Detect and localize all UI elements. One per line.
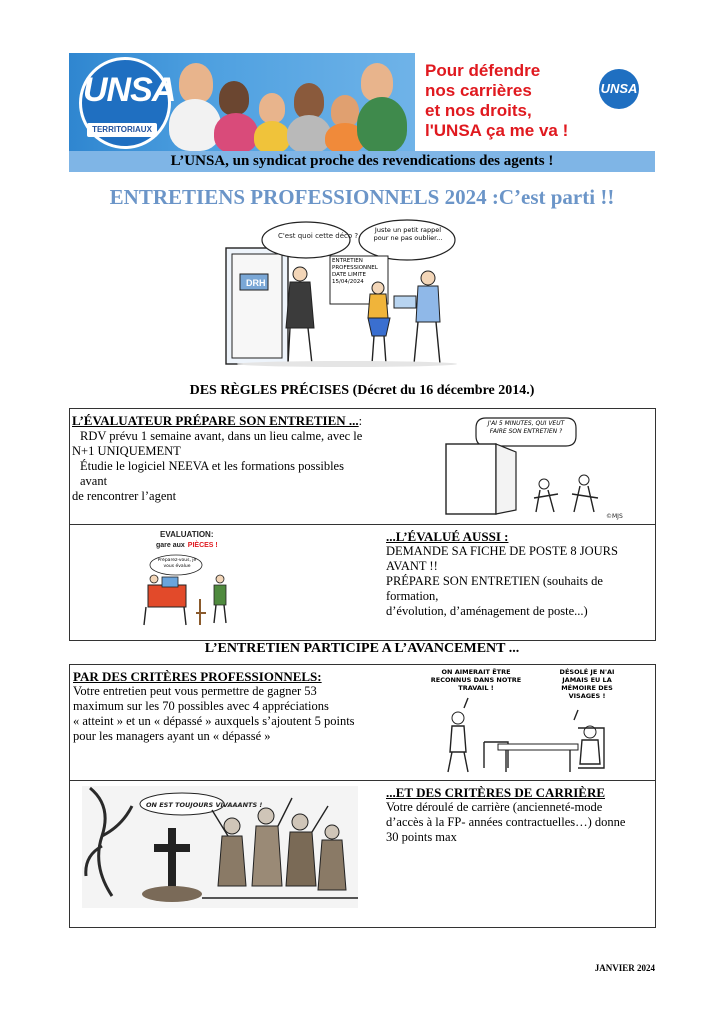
professional-line: pour les managers ayant un « dépassé » <box>73 729 271 743</box>
colleague-figure <box>416 286 440 322</box>
agent-figure <box>214 585 226 605</box>
evaluated-section <box>386 529 654 619</box>
career-criteria-title: ...ET DES CRITÈRES DE CARRIÈRE <box>386 785 606 800</box>
unsa-logo-text: UNSA <box>83 71 176 109</box>
evaluator-colon: : <box>358 414 363 428</box>
person-figure <box>214 113 258 151</box>
evaluated-line: d’évolution, d’aménagement de poste...) <box>386 604 588 618</box>
recognition-cartoon <box>428 668 628 776</box>
running-figure <box>572 486 598 512</box>
person-figure <box>287 115 331 151</box>
person-figure <box>219 81 249 115</box>
person-figure <box>259 93 285 123</box>
evaluation-caption: EVALUATION: <box>160 530 214 539</box>
person-figure <box>357 97 407 151</box>
evaluated-title: ...L’ÉVALUÉ AUSSI : <box>386 529 509 544</box>
professional-line: Votre entretien peut vous permettre de gagner 53 <box>73 684 317 698</box>
slogan-line: l'UNSA ça me va ! <box>425 121 569 140</box>
speech-bubble <box>262 222 350 258</box>
unsa-small-logo: UNSA <box>599 69 639 109</box>
professional-criteria-section <box>73 669 383 744</box>
evaluated-line: PRÉPARE SON ENTRETIEN (souhaits de formation, <box>386 574 603 603</box>
desk <box>498 744 578 750</box>
bubble-text: C'est quoi cette déco ? <box>278 232 359 240</box>
man-figure <box>286 282 314 328</box>
person-figure <box>169 99 221 151</box>
tagline: L’UNSA, un syndicat proche des revendications des agents ! <box>69 151 655 172</box>
evaluator-line: N+1 UNIQUEMENT <box>72 444 181 458</box>
professional-line: « atteint » et un « dépassé » auxquels s’ajoutent 5 points <box>73 714 355 728</box>
header-banner <box>69 53 655 151</box>
manager-figure <box>580 740 600 764</box>
rules-heading: DES RÈGLES PRÉCISES (Décret du 16 décembre 2014.) <box>189 383 535 398</box>
woman-figure <box>368 294 388 318</box>
evaluation-cartoon <box>140 529 240 629</box>
person-figure <box>361 63 393 101</box>
evaluated-line: AVANT !! <box>386 559 438 573</box>
footer-date: JANVIER 2024 <box>594 963 655 973</box>
person-figure <box>294 83 324 119</box>
cartoon-signature: ©MJS <box>606 513 623 520</box>
rules-divider <box>69 524 656 525</box>
banner-slogan <box>425 61 595 141</box>
bubble-text: Préparez-vous, je vous évalue <box>157 558 197 569</box>
cross <box>168 828 176 888</box>
bubble-text: Juste un petit rappel pour ne pas oublier... <box>373 226 443 242</box>
evaluation-caption: gare aux PIÈCES ! <box>156 542 218 549</box>
poster-date-label: DATE LIMITE <box>332 272 366 278</box>
page-title: ENTRETIENS PROFESSIONNELS 2024 :C’est parti !! <box>109 185 615 209</box>
banner-photo <box>69 53 415 151</box>
bubble-text: DÉSOLÉ JE N'AI JAMAIS EU LA MÉMOIRE DES VISAGES ! <box>559 668 615 700</box>
running-figure <box>534 490 558 512</box>
evaluator-line: de rencontrer l’agent <box>72 489 177 503</box>
evaluator-section <box>72 413 372 504</box>
evaluator-title: L’ÉVALUATEUR PRÉPARE SON ENTRETIEN ... <box>72 413 359 428</box>
office-cartoon <box>222 218 472 368</box>
poster-date: 15/04/2024 <box>332 279 364 285</box>
career-line: Votre déroulé de carrière (ancienneté-mode <box>386 800 603 814</box>
career-line: 30 points max <box>386 830 457 844</box>
bubble-text: ON EST TOUJOURS VIVAAANTS ! <box>146 801 263 809</box>
door <box>446 444 496 514</box>
professional-criteria-title: PAR DES CRITÈRES PROFESSIONNELS: <box>73 669 322 684</box>
advancement-divider <box>69 780 656 781</box>
evaluated-line: DEMANDE SA FICHE DE POSTE 8 JOURS <box>386 544 618 558</box>
evaluator-line: Étudie le logiciel NEEVA et les formations possibles avant <box>80 459 344 488</box>
slogan-line: Pour défendre <box>425 61 541 80</box>
career-line: d’accès à la FP- années contractuelles…) donne <box>386 815 626 829</box>
slogan-line: nos carrières <box>425 81 532 100</box>
five-minutes-cartoon <box>416 414 634 522</box>
still-alive-cartoon <box>82 786 358 908</box>
person-figure <box>254 121 290 151</box>
desk <box>148 585 186 607</box>
bubble-text: J'AI 5 MINUTES, QUI VEUT FAIRE SON ENTRETIEN ? <box>487 420 565 435</box>
worker-figure <box>448 726 468 772</box>
door-sign: DRH <box>246 278 266 288</box>
person-figure <box>179 63 213 103</box>
advancement-heading: L’ENTRETIEN PARTICIPE A L’AVANCEMENT ... <box>204 641 520 656</box>
banner-slogan-area <box>415 53 655 151</box>
slogan-line: et nos droits, <box>425 101 532 120</box>
poster-title: ENTRETIEN PROFESSIONNEL <box>332 258 378 271</box>
career-criteria-section <box>386 785 654 845</box>
evaluator-line: RDV prévu 1 semaine avant, dans un lieu calme, avec le <box>80 429 363 443</box>
professional-line: maximum sur les 70 possibles avec 4 appréciations <box>73 699 329 713</box>
bubble-text: ON AIMERAIT ÊTRE RECONNUS DANS NOTRE TRAVAIL ! <box>430 668 522 692</box>
unsa-logo-subtitle: TERRITORIAUX <box>87 123 157 137</box>
